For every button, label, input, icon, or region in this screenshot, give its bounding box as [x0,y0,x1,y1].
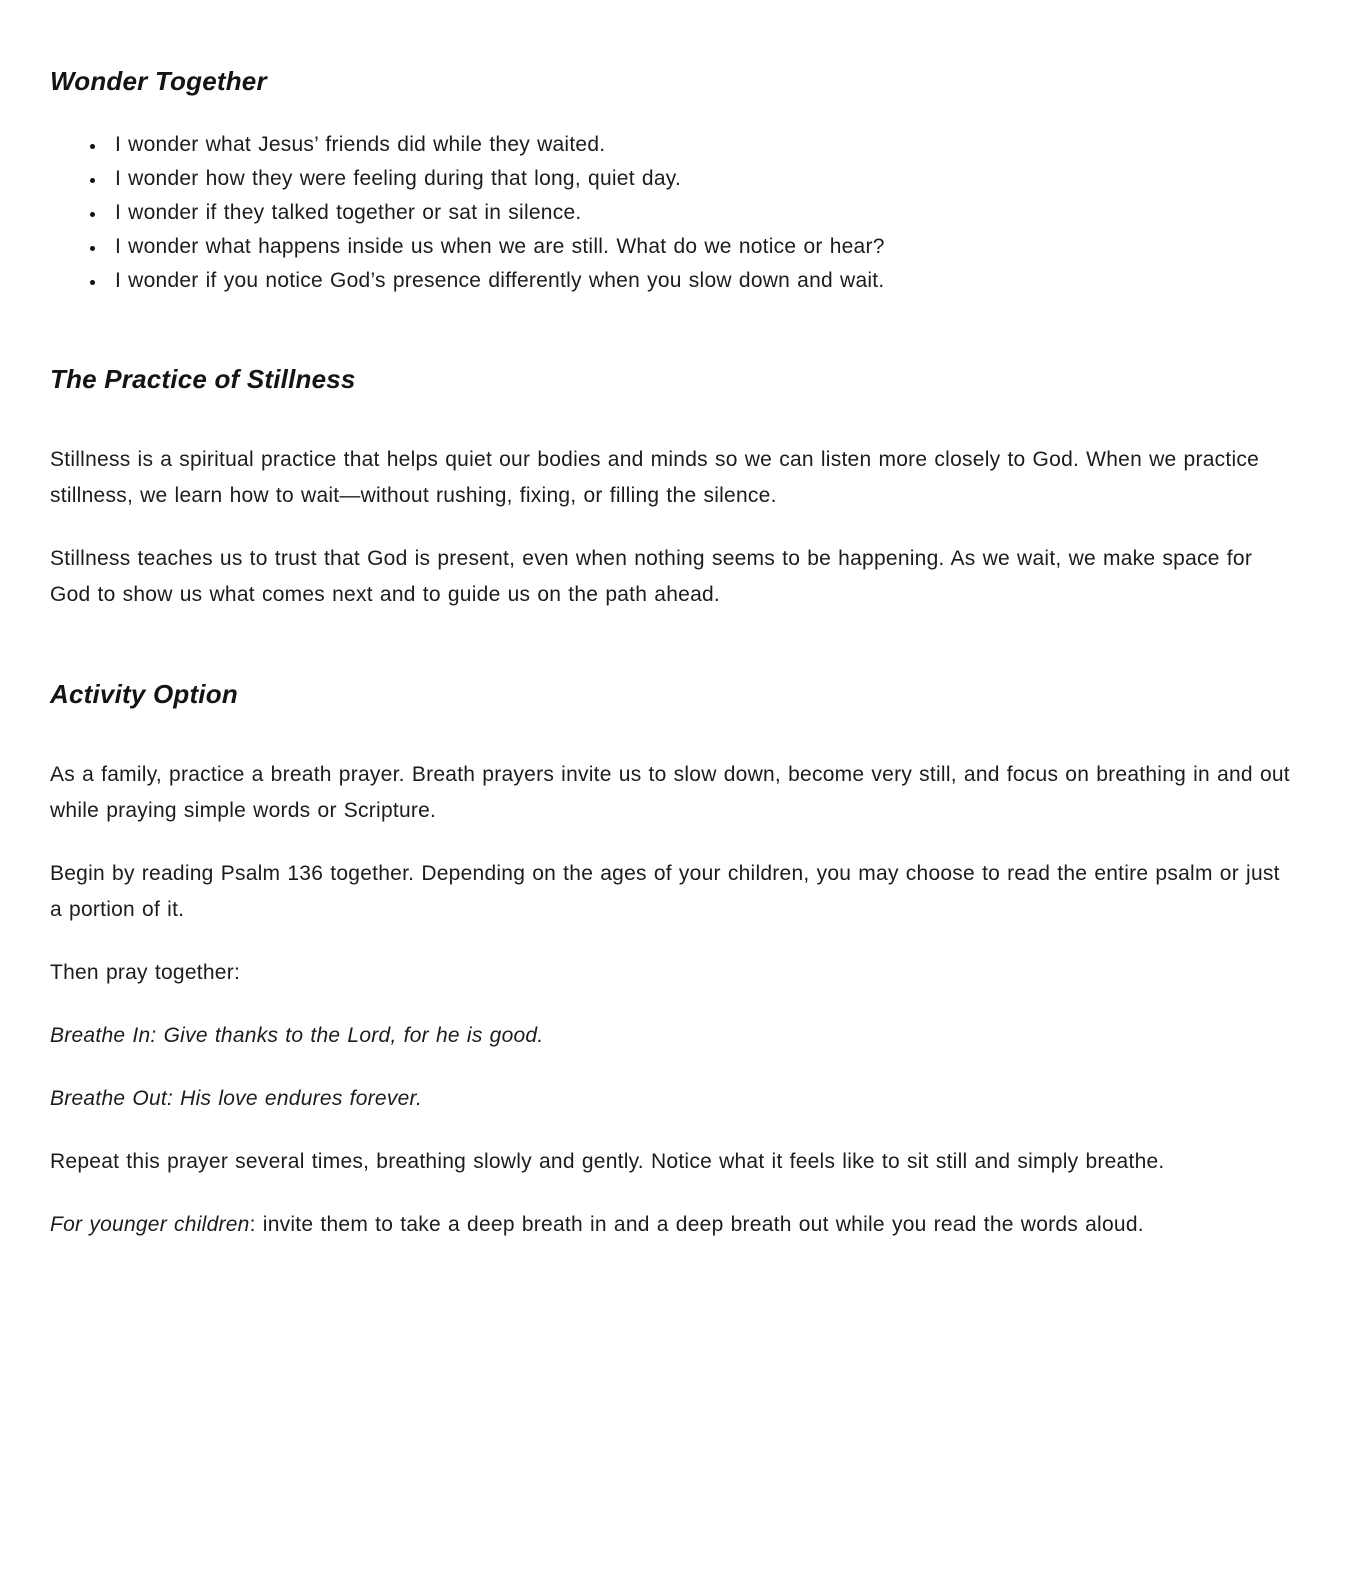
paragraph: Stillness is a spiritual practice that helps quiet our bodies and minds so we can listen more closely to God. When we practice stillness, we learn how to wait—without rushing, fixing, or filling the silence. [50,448,1260,507]
heading-activity-option: Activity Option [50,679,238,709]
heading-practice-of-stillness: The Practice of Stillness [50,364,356,394]
paragraph: Begin by reading Psalm 136 together. Depending on the ages of your children, you may choose to read the entire psalm or just a portion of it. [50,862,1280,921]
section-activity-option [50,677,1290,1243]
breathe-out-prayer-line: Breathe Out: His love endures forever. [50,1087,423,1110]
paragraph: As a family, practice a breath prayer. Breath prayers invite us to slow down, become very still, and focus on breathing in and out while praying simple words or Scripture. [50,763,1290,822]
younger-children-note [50,1207,1290,1243]
list-item: • I wonder if you notice God’s presence differently when you slow down and wait. [107,264,1290,298]
list-item: • I wonder how they were feeling during that long, quiet day. [107,162,1290,196]
section-wonder-together [50,64,1290,298]
list-item: • I wonder what Jesus’ friends did while they waited. [107,128,1290,162]
list-item: • I wonder if they talked together or sat in silence. [107,196,1290,230]
wonder-bullet-list [50,128,1290,298]
heading-wonder-together: Wonder Together [50,66,267,96]
paragraph: Then pray together: [50,961,241,984]
younger-children-label: For younger children [50,1213,250,1236]
breathe-in-prayer-line: Breathe In: Give thanks to the Lord, for he is good. [50,1024,544,1047]
younger-children-text: : invite them to take a deep breath in and a deep breath out while you read the words aloud. [249,1213,1144,1236]
paragraph: Stillness teaches us to trust that God is present, even when nothing seems to be happening. As we wait, we make space for God to show us what comes next and to guide us on the path ahead. [50,547,1253,606]
list-item: • I wonder what happens inside us when we are still. What do we notice or hear? [107,230,1290,264]
paragraph: Repeat this prayer several times, breathing slowly and gently. Notice what it feels like to sit still and simply breathe. [50,1150,1165,1173]
section-practice-of-stillness [50,362,1290,613]
